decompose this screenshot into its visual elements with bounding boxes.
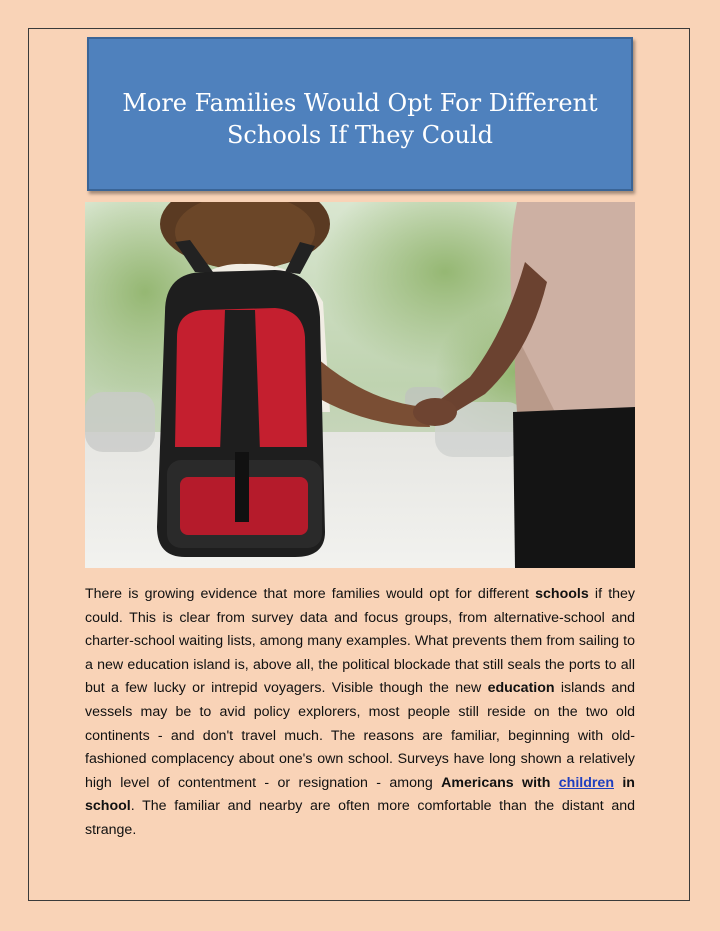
children-link[interactable]: children [558,774,614,791]
keyword-education: education [487,680,555,697]
keyword-americans-with: Americans with [441,774,551,791]
article-paragraph [85,583,635,843]
text-segment: if they could. This is clear from survey data and focus groups, from alternative-school and charter-school waiting lists, among many examples. What prevents them from sailing to a new education island is, above all, the political blockade that still seals the ports to all but a few lucky or intrepid voyagers. Visible though the new [85,586,636,697]
child-holding-adult-hand-photo [85,202,635,568]
text-segment: islands and vessels may be to avid policy explorers, most people still reside on the two old continents - and don't travel much. The reasons are familiar, beginning with old-fashioned complacency about one's own school. Surveys have long shown a relatively high level of contentment - or resignation - among [85,680,635,791]
text-segment: . The familiar and nearby are often more comfortable than the distant and strange. [85,798,635,838]
title-box [87,37,633,191]
keyword-schools: schools [535,586,589,602]
text-segment: There is growing evidence that more families would opt for different [85,586,536,602]
keyword-in-school: in school [85,774,635,815]
hero-photo [85,202,635,568]
page-title: More Families Would Opt For Different Schools If They Could [122,89,598,149]
